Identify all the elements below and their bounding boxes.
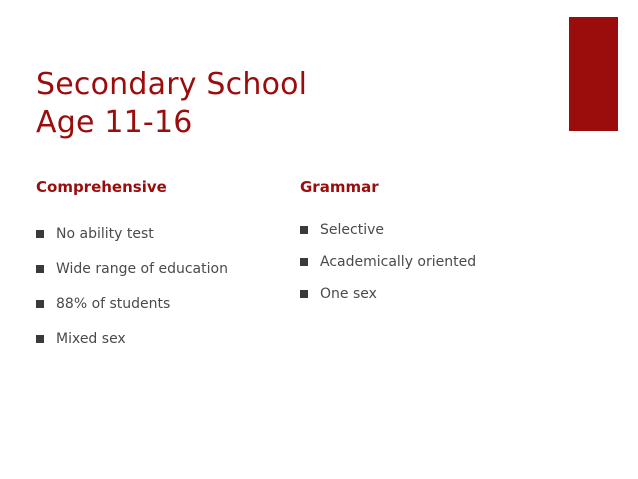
- list-item: [300, 253, 600, 271]
- list-item: [300, 221, 600, 239]
- title-line-1: Secondary School: [36, 67, 308, 102]
- column-heading: Grammar: [300, 178, 379, 196]
- list-item: [36, 225, 286, 243]
- square-bullet-icon: [36, 230, 44, 238]
- comprehensive-column: [36, 177, 286, 365]
- square-bullet-icon: [36, 300, 44, 308]
- list-item: [36, 295, 286, 313]
- bullet-list: [36, 225, 286, 348]
- list-item: [300, 285, 600, 303]
- list-item: [36, 330, 286, 348]
- slide-title: [36, 66, 536, 142]
- title-line-2: Age 11-16: [36, 105, 193, 140]
- square-bullet-icon: [36, 265, 44, 273]
- list-item-text: 88% of students: [56, 296, 171, 312]
- list-item-text: One sex: [320, 286, 377, 302]
- square-bullet-icon: [36, 335, 44, 343]
- list-item-text: No ability test: [56, 226, 154, 242]
- grammar-column: [300, 177, 600, 317]
- list-item-text: Academically oriented: [320, 254, 477, 270]
- list-item-text: Selective: [320, 222, 384, 238]
- list-item: [36, 260, 286, 278]
- square-bullet-icon: [300, 226, 308, 234]
- list-item-text: Mixed sex: [56, 331, 126, 347]
- square-bullet-icon: [300, 290, 308, 298]
- list-item-text: Wide range of education: [56, 261, 228, 277]
- column-heading: Comprehensive: [36, 178, 167, 196]
- square-bullet-icon: [300, 258, 308, 266]
- bullet-list: [300, 221, 600, 303]
- accent-bar: [569, 17, 618, 131]
